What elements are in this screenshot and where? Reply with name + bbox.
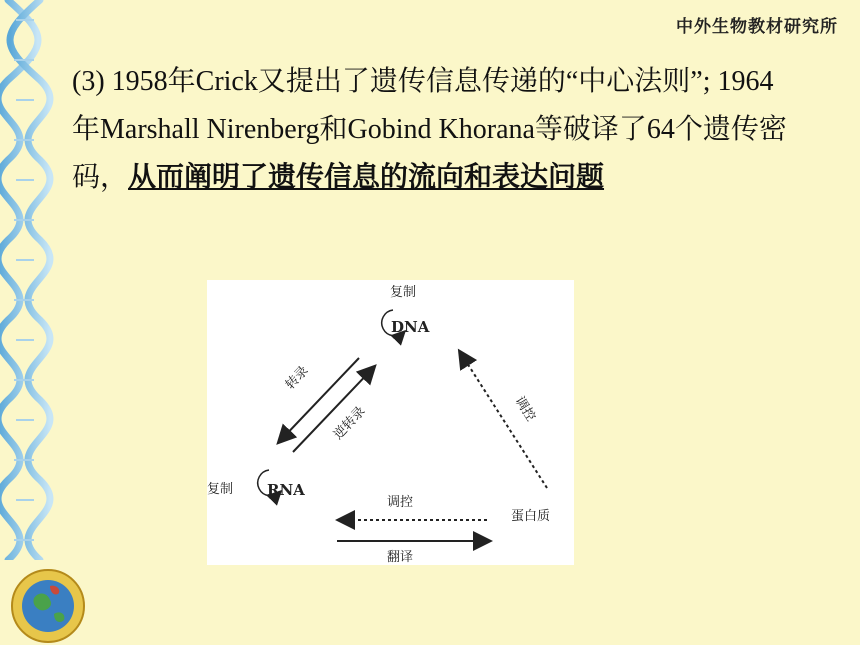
dna-replication-label: 复制 — [390, 285, 417, 300]
central-dogma-diagram — [207, 280, 574, 565]
regulation-label-right: 调控 — [511, 394, 539, 425]
transcription-label: 转录 — [282, 363, 312, 393]
dna-label: DNA — [391, 318, 430, 336]
reverse-transcription-label: 逆转录 — [330, 403, 369, 443]
globe-emblem-logo-icon — [10, 568, 86, 644]
dna-helix-border-icon — [0, 0, 60, 560]
rna-replication-label: 复制 — [207, 482, 234, 497]
regulation-dna-arrow — [460, 352, 547, 488]
paragraph-text: (3) 1958年Crick又提出了遗传信息传递的“中心法则”; 1964年Marshall Nirenberg和Gobind Khorana等破译了64个遗传密码， — [72, 66, 787, 193]
rna-label: RNA — [267, 481, 305, 499]
protein-label: 蛋白质 — [511, 509, 551, 524]
body-paragraph — [72, 58, 792, 202]
central-dogma-svg — [207, 280, 574, 565]
regulation-label-bottom: 调控 — [387, 495, 414, 510]
paragraph-emphasis: 从而阐明了遗传信息的流向和表达问题 — [128, 162, 605, 193]
header-org-name: 中外生物教材研究所 — [676, 17, 838, 37]
translation-label: 翻译 — [387, 550, 414, 565]
